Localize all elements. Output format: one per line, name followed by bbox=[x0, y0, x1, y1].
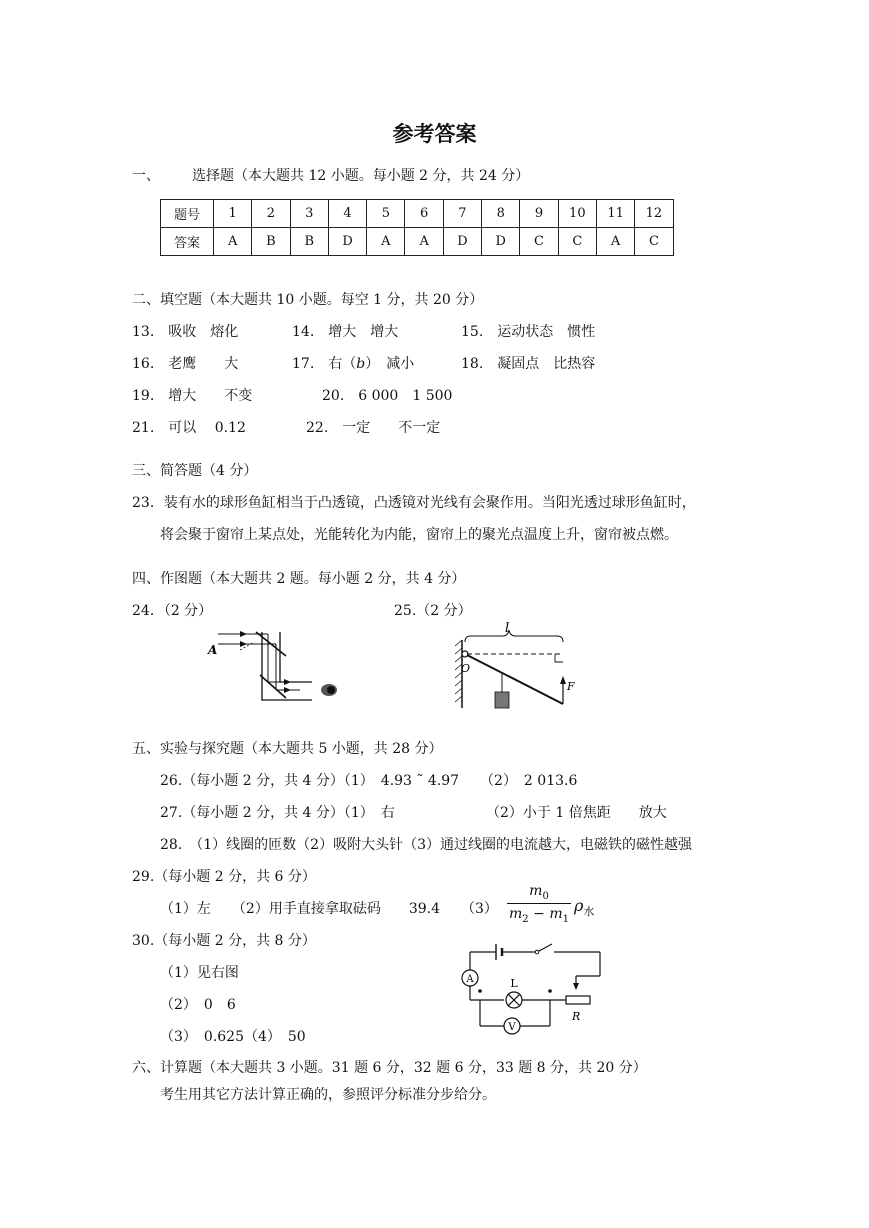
density-symbol bbox=[574, 896, 594, 919]
answer-q27: 27.（每小题 2 分，共 4 分）（1） 右 bbox=[160, 805, 395, 821]
table-cell: 5 bbox=[367, 200, 405, 228]
section-6-heading: 六、计算题（本大题共 3 小题。31 题 6 分，32 题 6 分，33 题 8 分，共 20 分） bbox=[132, 1060, 647, 1076]
answer-q20: 20. 6 000 1 500 bbox=[322, 388, 453, 404]
table-cell: A bbox=[367, 228, 405, 256]
table-header-cell: 答案 bbox=[161, 228, 214, 256]
section-1-heading: 选择题（本大题共 12 小题。每小题 2 分，共 24 分） bbox=[192, 168, 530, 184]
section-5-heading: 五、实验与探究题（本大题共 5 小题，共 28 分） bbox=[132, 741, 443, 757]
table-cell: C bbox=[635, 228, 673, 256]
answer-q29-line: （1）左 （2）用手直接拿取砝码 39.4 （3） bbox=[160, 901, 498, 917]
table-row-numbers bbox=[161, 200, 674, 228]
rheostat-icon bbox=[566, 996, 590, 1004]
label-l: l bbox=[505, 621, 510, 636]
section-1-number: 一、 bbox=[132, 168, 160, 184]
ammeter-label: A bbox=[466, 974, 474, 985]
table-cell: D bbox=[443, 228, 481, 256]
table-cell: 8 bbox=[482, 200, 520, 228]
denominator-subscript: 1 bbox=[562, 913, 569, 925]
denominator-subscript: 2 bbox=[522, 913, 529, 925]
lever-diagram bbox=[455, 620, 585, 715]
label-a: A bbox=[208, 643, 218, 657]
answer-q30-3: （3） 0.625（4） 50 bbox=[160, 1029, 306, 1045]
denominator-variable: m bbox=[549, 906, 563, 922]
denominator-variable: m bbox=[509, 906, 523, 922]
answer-q17 bbox=[292, 355, 414, 373]
answer-q14: 14. 增大 增大 bbox=[292, 324, 399, 340]
answer-q19: 19. 增大 不变 bbox=[132, 388, 253, 404]
table-cell: 6 bbox=[405, 200, 443, 228]
rheostat-label: R bbox=[572, 1010, 581, 1023]
table-cell: 3 bbox=[290, 200, 328, 228]
answer-q29-heading: 29.（每小题 2 分，共 6 分） bbox=[132, 869, 316, 885]
answer-q16: 16. 老鹰 大 bbox=[132, 356, 239, 372]
lamp-label: L bbox=[510, 977, 518, 990]
table-cell: C bbox=[520, 228, 558, 256]
table-cell: D bbox=[482, 228, 520, 256]
periscope-diagram bbox=[200, 620, 350, 710]
answer-q23-line2: 将会聚于窗帘上某点处，光能转化为内能，窗帘上的聚光点温度上升，窗帘被点燃。 bbox=[160, 527, 678, 543]
numerator-subscript: 0 bbox=[542, 890, 549, 902]
answer-q28: 28. （1）线圈的匝数（2）吸附大头针（3）通过线圈的电流越大，电磁铁的磁性越强 bbox=[160, 837, 692, 853]
table-cell: B bbox=[252, 228, 290, 256]
table-cell: C bbox=[558, 228, 596, 256]
label-f: F bbox=[567, 680, 575, 693]
answer-q17-part: ） 减小 bbox=[365, 356, 415, 372]
section-3-heading: 三、简答题（4 分） bbox=[132, 463, 258, 479]
table-row-answers bbox=[161, 228, 674, 256]
rho-subscript: 水 bbox=[583, 905, 595, 919]
answer-table bbox=[160, 199, 674, 256]
answer-q23-line1: 23．装有水的球形鱼缸相当于凸透镜，凸透镜对光线有会聚作用。当阳光透过球形鱼缸时， bbox=[132, 495, 696, 511]
answer-q30-heading: 30.（每小题 2 分，共 8 分） bbox=[132, 933, 316, 949]
answer-q30-2: （2） 0 6 bbox=[160, 997, 236, 1013]
answer-q17-part: 17. 右（ bbox=[292, 356, 357, 372]
fraction-denominator bbox=[507, 906, 571, 928]
rho-symbol: ρ bbox=[574, 896, 584, 915]
switch-icon bbox=[535, 950, 539, 954]
table-cell: A bbox=[405, 228, 443, 256]
section-4-heading: 四、作图题（本大题共 2 题。每小题 2 分，共 4 分） bbox=[132, 571, 466, 587]
answer-q25-label: 25.（2 分） bbox=[394, 603, 472, 619]
circuit-diagram bbox=[452, 940, 612, 1040]
table-cell: 12 bbox=[635, 200, 673, 228]
answer-q22: 22. 一定 不一定 bbox=[306, 420, 441, 436]
numerator-variable: m bbox=[529, 883, 543, 899]
voltmeter-label: V bbox=[508, 1022, 516, 1033]
table-cell: 9 bbox=[520, 200, 558, 228]
table-header-cell: 题号 bbox=[161, 200, 214, 228]
section-6-note: 考生用其它方法计算正确的，参照评分标准分步给分。 bbox=[160, 1087, 496, 1103]
answer-q21: 21. 可以 0.12 bbox=[132, 420, 246, 436]
answer-q24-label: 24．（2 分） bbox=[132, 603, 213, 619]
answer-q27-part2: （2）小于 1 倍焦距 放大 bbox=[486, 805, 667, 821]
table-cell: 1 bbox=[214, 200, 252, 228]
page-title: 参考答案 bbox=[392, 121, 477, 146]
fraction-bar bbox=[507, 903, 571, 904]
answer-q26: 26.（每小题 2 分，共 4 分）（1） 4.93 ˜ 4.97 （2） 2 013.6 bbox=[160, 773, 578, 789]
table-cell: 10 bbox=[558, 200, 596, 228]
fraction-numerator bbox=[507, 883, 571, 905]
label-o: O bbox=[461, 662, 471, 675]
minus-sign: − bbox=[528, 906, 550, 922]
table-cell: 2 bbox=[252, 200, 290, 228]
answer-q30-1: （1）见右图 bbox=[160, 965, 239, 981]
table-cell: 4 bbox=[328, 200, 366, 228]
table-cell: A bbox=[596, 228, 634, 256]
table-cell: 11 bbox=[596, 200, 634, 228]
answer-q17-variable: b bbox=[356, 356, 366, 372]
answer-q15: 15. 运动状态 惯性 bbox=[461, 324, 596, 340]
table-cell: 7 bbox=[443, 200, 481, 228]
table-cell: B bbox=[290, 228, 328, 256]
answer-q18: 18. 凝固点 比热容 bbox=[461, 356, 596, 372]
answer-q13: 13. 吸收 熔化 bbox=[132, 324, 239, 340]
section-2-heading: 二、填空题（本大题共 10 小题。每空 1 分，共 20 分） bbox=[132, 292, 484, 308]
table-cell: D bbox=[328, 228, 366, 256]
table-cell: A bbox=[214, 228, 252, 256]
